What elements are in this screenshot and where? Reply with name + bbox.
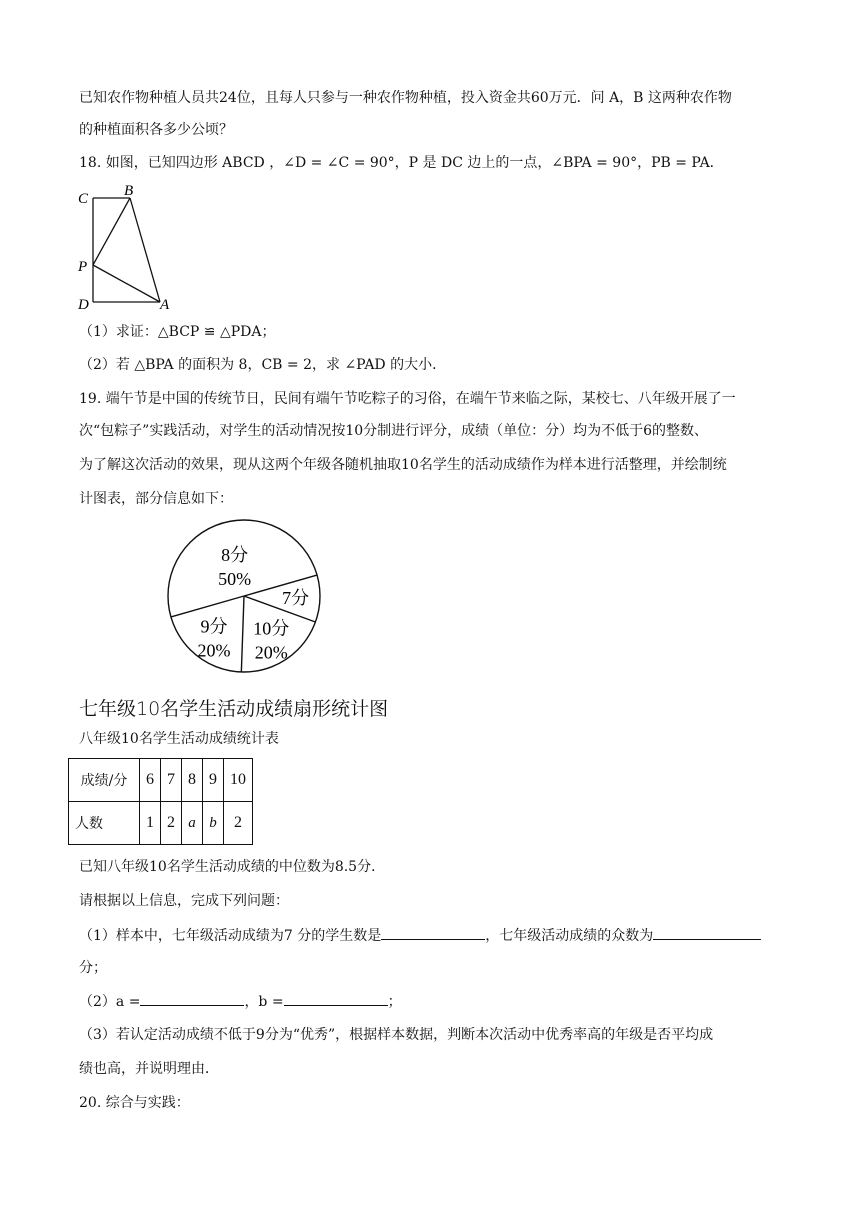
label-d: D: [78, 297, 89, 312]
sub1-text-b: ，七年级活动成绩的众数为: [485, 928, 654, 944]
pie-slice-percent: 50%: [218, 569, 252, 590]
count-cell: b: [203, 802, 224, 845]
pie-slice-name: 10分: [253, 618, 290, 639]
q19-line-2: 次“包粽子”实践活动，对学生的活动情况按10分制进行评分，成绩（单位：分）均为不低于6的整数、: [79, 423, 709, 439]
pie-slice-boundary: [171, 596, 244, 617]
answer-blank-b[interactable]: [284, 991, 388, 1006]
pie-chart: [160, 518, 340, 678]
sub2-text-a: （2）a =: [79, 994, 141, 1010]
q20-heading: 20. 综合与实践：: [79, 1095, 190, 1111]
label-b: B: [124, 183, 134, 199]
q19-sub-1: [79, 925, 761, 946]
pie-slice-name: 7分: [282, 587, 310, 608]
answer-blank-a[interactable]: [140, 991, 244, 1006]
chart-title: 七年级10名学生活动成绩扇形统计图: [79, 698, 389, 720]
header-cell: 成绩/分: [69, 759, 140, 802]
q18-part-1: （1）求证：△BCP ≌ △PDA；: [79, 324, 276, 340]
pie-slice-percent: 20%: [197, 640, 231, 661]
q18-part-2: （2）若 △BPA 的面积为 8，CB = 2，求 ∠PAD 的大小．: [79, 357, 447, 373]
q19-sub-3-line-1: （3）若认定活动成绩不低于9分为“优秀”，根据样本数据，判断本次活动中优秀率高的年级是否平均成: [79, 1027, 714, 1043]
row-label: 人数: [69, 802, 140, 845]
score-table: [68, 758, 253, 845]
answer-blank-2[interactable]: [653, 925, 761, 940]
header-cell: 7: [161, 759, 182, 802]
count-cell: 1: [140, 802, 161, 845]
q19-sub-3-line-2: 绩也高，并说明理由．: [79, 1061, 219, 1077]
label-p: P: [78, 259, 88, 275]
header-cell: 8: [182, 759, 203, 802]
q19-sub-1-end: 分；: [79, 960, 107, 976]
header-cell: 6: [140, 759, 161, 802]
q19-line-4: 计图表，部分信息如下：: [79, 491, 233, 507]
p17-line-1: 已知农作物种植人员共24位，且每人只参与一种农作物种植，投入资金共60万元．问 A，B 这两种农作物: [79, 90, 732, 106]
header-cell: 9: [203, 759, 224, 802]
instructions: 请根据以上信息，完成下列问题：: [79, 893, 289, 909]
pie-slice-name: 8分: [221, 545, 249, 566]
table-row: [69, 759, 253, 802]
sub2-text-b: ，b =: [244, 994, 284, 1010]
pie-slice-percent: 20%: [254, 642, 288, 663]
count-cell: 2: [224, 802, 253, 845]
sub1-text-a: （1）样本中，七年级活动成绩为7 分的学生数是: [79, 928, 382, 944]
quadrilateral-figure: [74, 182, 184, 312]
pie-slice-name: 9分: [200, 616, 228, 637]
count-cell: a: [182, 802, 203, 845]
label-c: C: [78, 191, 89, 207]
label-a: A: [160, 297, 170, 312]
q18-stem: 18. 如图，已知四边形 ABCD ，∠D = ∠C = 90°，P 是 DC 边上的一点，∠BPA = 90°，PB = PA．: [79, 155, 724, 171]
sub2-text-c: ；: [387, 994, 402, 1010]
pie-slice-boundary: [241, 596, 244, 672]
answer-blank-1[interactable]: [381, 925, 485, 940]
q19-line-1: 19. 端午节是中国的传统节日，民间有端午节吃粽子的习俗，在端午节来临之际，某校七、八年级开展了一: [79, 391, 736, 407]
p17-line-2: 的种植面积各多少公顷？: [79, 122, 233, 138]
count-cell: 2: [161, 802, 182, 845]
q19-line-3: 为了解这次活动的效果，现从这两个年级各随机抽取10名学生的活动成绩作为样本进行活整理，并绘制统: [79, 457, 727, 473]
header-cell: 10: [224, 759, 253, 802]
table-row: [69, 802, 253, 845]
q19-sub-2: [79, 991, 402, 1012]
table-title: 八年级10名学生活动成绩统计表: [79, 731, 279, 747]
median-note: 已知八年级10名学生活动成绩的中位数为8.5分．: [79, 859, 386, 875]
